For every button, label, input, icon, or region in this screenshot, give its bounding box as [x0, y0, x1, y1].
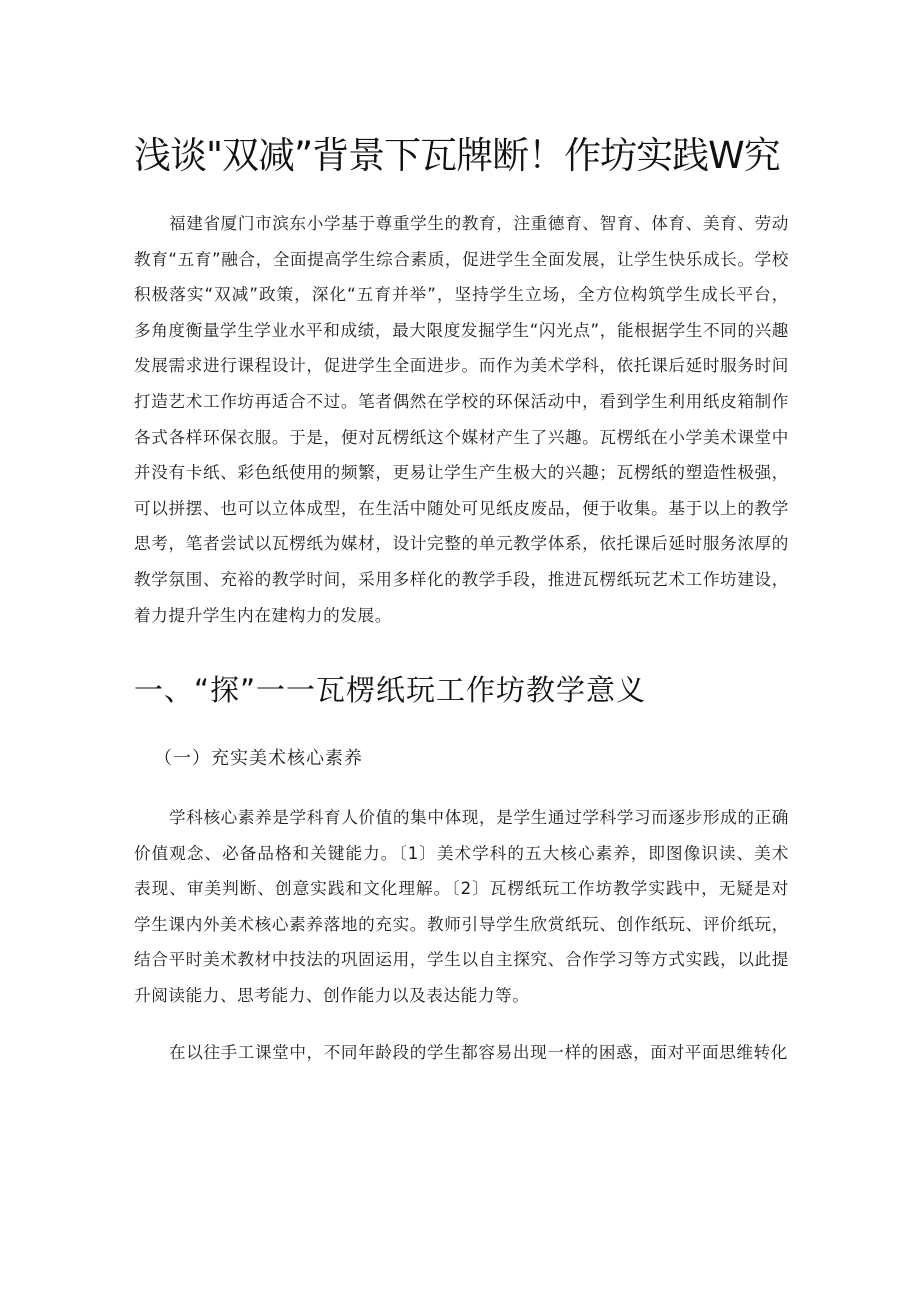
- document-title: 浅谈"双减”背景下瓦牌断！作坊实践W究: [134, 134, 780, 177]
- subsection-heading-1: （一）充实美术核心素养: [154, 748, 363, 769]
- last-paragraph: 在以往手工课堂中，不同年龄段的学生都容易出现一样的困惑，面对平面思维转化: [169, 1043, 788, 1062]
- intro-paragraph: 福建省厦门市滨东小学基于尊重学生的教育，注重德育、智育、体育、美育、劳动教育“五育”融合，全面提高学生综合素质，促进学生全面发展，让学生快乐成长。学校积极落实“双减”政策，深化“五育并举”，坚持学生立场，全方位构筑学生成长平台，多角度衡量学生学业水平和成绩，最大限度发掘学生“闪光点”，能根据学生不同的兴趣发展需求进行课程设计，促进学生全面进步。而作为美术学科，依托课后延时服务时间打造艺术工作坊再适合不过。笔者偶然在学校的环保活动中，看到学生利用纸皮箱制作各式各样环保衣服。于是，便对瓦楞纸这个媒材产生了兴趣。瓦楞纸在小学美术课堂中并没有卡纸、彩色纸使用的频繁，更易让学生产生极大的兴趣；瓦楞纸的塑造性极强，可以拼摆、也可以立体成型，在生活中随处可见纸皮废品，便于收集。基于以上的教学思考，笔者尝试以瓦楞纸为媒材，设计完整的单元教学体系，依托课后延时服务浓厚的教学氛围、充裕的教学时间，采用多样化的教学手段，推进瓦楞纸玩艺术工作坊建设，着力提升学生内在建构力的发展。: [134, 214, 789, 625]
- subsection-paragraph-1: 学科核心素养是学科育人价值的集中体现，是学生通过学科学习而逐步形成的正确价值观念、必备品格和关键能力。〔1〕美术学科的五大核心素养，即图像识读、美术表现、审美判断、创意实践和文化理解。〔2〕瓦楞纸玩工作坊教学实践中，无疑是对学生课内外美术核心素养落地的充实。教师引导学生欣赏纸玩、创作纸玩、评价纸玩，结合平时美术教材中技法的巩固运用，学生以自主探究、合作学习等方式实践，以此提升阅读能力、思考能力、创作能力以及表达能力等。: [134, 808, 789, 1005]
- section-heading-1: 一、“探”一一瓦楞纸玩工作坊教学意义: [134, 673, 647, 707]
